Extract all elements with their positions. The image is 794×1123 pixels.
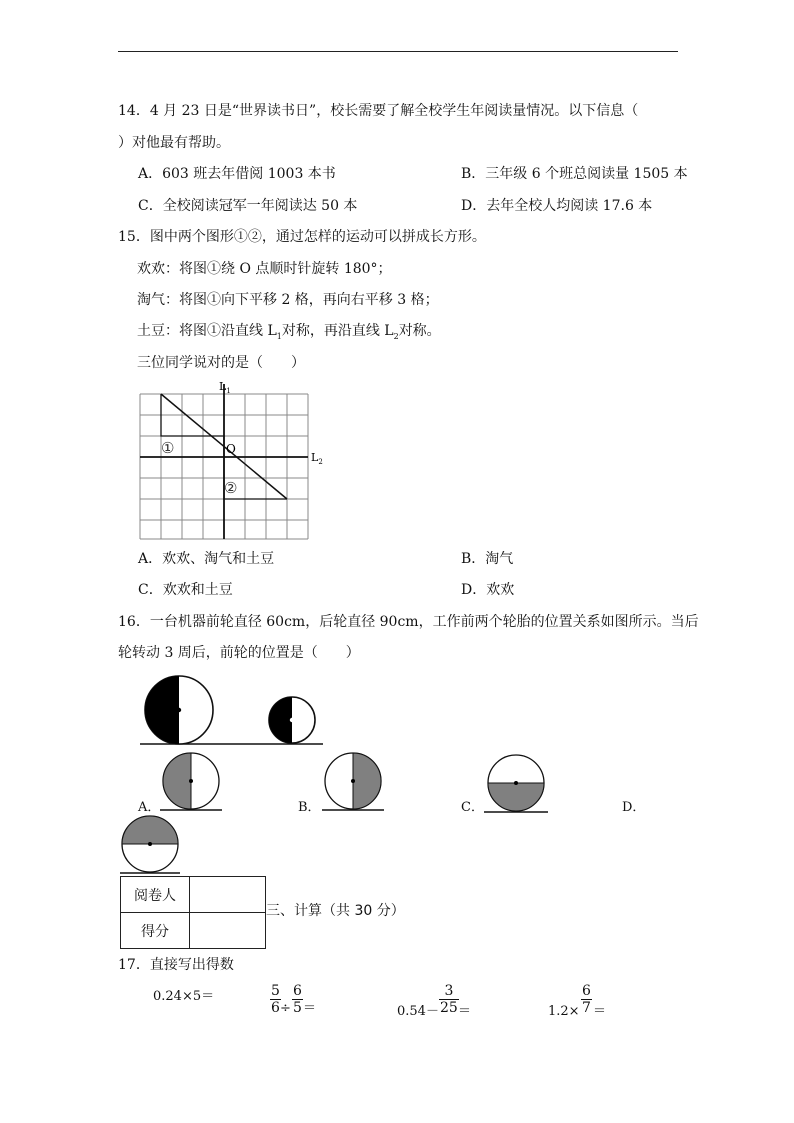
q16-wheel-option-d [118, 812, 182, 876]
q14-option-d: D．去年全校人均阅读 17.6 本 [461, 198, 653, 214]
q16-option-d: D． [622, 800, 646, 815]
score-table [120, 876, 266, 949]
q14-option-c: C．全校阅读冠军一年阅读达 50 本 [138, 198, 358, 214]
fraction-5-6: $\frac{5}{6}$ [271, 983, 280, 1016]
q15-tudou: 土豆：将图①沿直线 $L_1$对称，再沿直线 $L_2$对称。 [137, 323, 441, 341]
label-l1: $L_1$ [219, 380, 231, 395]
q15-huanhuan: 欢欢：将图①绕 O 点顺时针旋转 180°； [137, 261, 392, 277]
q15-option-c: C．欢欢和土豆 [138, 582, 233, 598]
q16-option-a: A． [138, 800, 161, 815]
q17-expr-1: 0.24×5＝ [153, 989, 215, 1004]
section-3-title: 三、计算（共 30 分） [266, 903, 405, 919]
header-rule [118, 51, 678, 52]
q16-wheel-option-c [482, 752, 550, 814]
q15-option-a: A．欢欢、淘气和土豆 [138, 551, 275, 567]
q16-wheels-figure [136, 672, 328, 748]
q15-option-d: D．欢欢 [461, 582, 515, 598]
q14-line2: ）对他最有帮助。 [118, 135, 230, 151]
q15-stem: 15．图中两个图形①②，通过怎样的运动可以拼成长方形。 [118, 229, 486, 245]
q16-line1: 16．一台机器前轮直径 60cm，后轮直径 90cm，工作前两个轮胎的位置关系如图所示。当后 [118, 614, 699, 630]
q16-option-b: B． [298, 800, 321, 815]
q14-option-b: B．三年级 6 个班总阅读量 1505 本 [461, 166, 688, 182]
label-shape1: ① [161, 439, 175, 457]
q16-line2: 轮转动 3 周后，前轮的位置是（ ） [118, 645, 360, 661]
reviewer-label: 阅卷人 [121, 877, 190, 913]
q15-grid-figure [138, 378, 338, 543]
label-o: O [226, 442, 236, 456]
fraction-6-5: $\frac{6}{5}$ [293, 983, 302, 1016]
q14-option-a: A．603 班去年借阅 1003 本书 [138, 166, 336, 182]
q16-wheel-option-a [158, 748, 224, 814]
label-l2: $L_2$ [311, 451, 323, 466]
q17-stem: 17．直接写出得数 [118, 957, 234, 973]
label-shape2: ② [224, 479, 238, 497]
score-cell [190, 913, 266, 949]
fraction-3-25: $\frac{3}{25}$ [440, 983, 458, 1016]
fraction-6-7: $\frac{6}{7}$ [582, 983, 591, 1016]
q15-question: 三位同学说对的是（ ） [137, 355, 305, 371]
score-label: 得分 [121, 913, 190, 949]
q15-taoqi: 淘气：将图①向下平移 2 格，再向右平移 3 格； [137, 292, 439, 308]
q14-line1: 14．4 月 23 日是“世界读书日”，校长需要了解全校学生年阅读量情况。以下信息（ [118, 103, 639, 119]
q16-wheel-option-b [318, 748, 388, 814]
q16-option-c: C． [461, 800, 484, 815]
reviewer-cell [190, 877, 266, 913]
q15-option-b: B．淘气 [461, 551, 514, 567]
